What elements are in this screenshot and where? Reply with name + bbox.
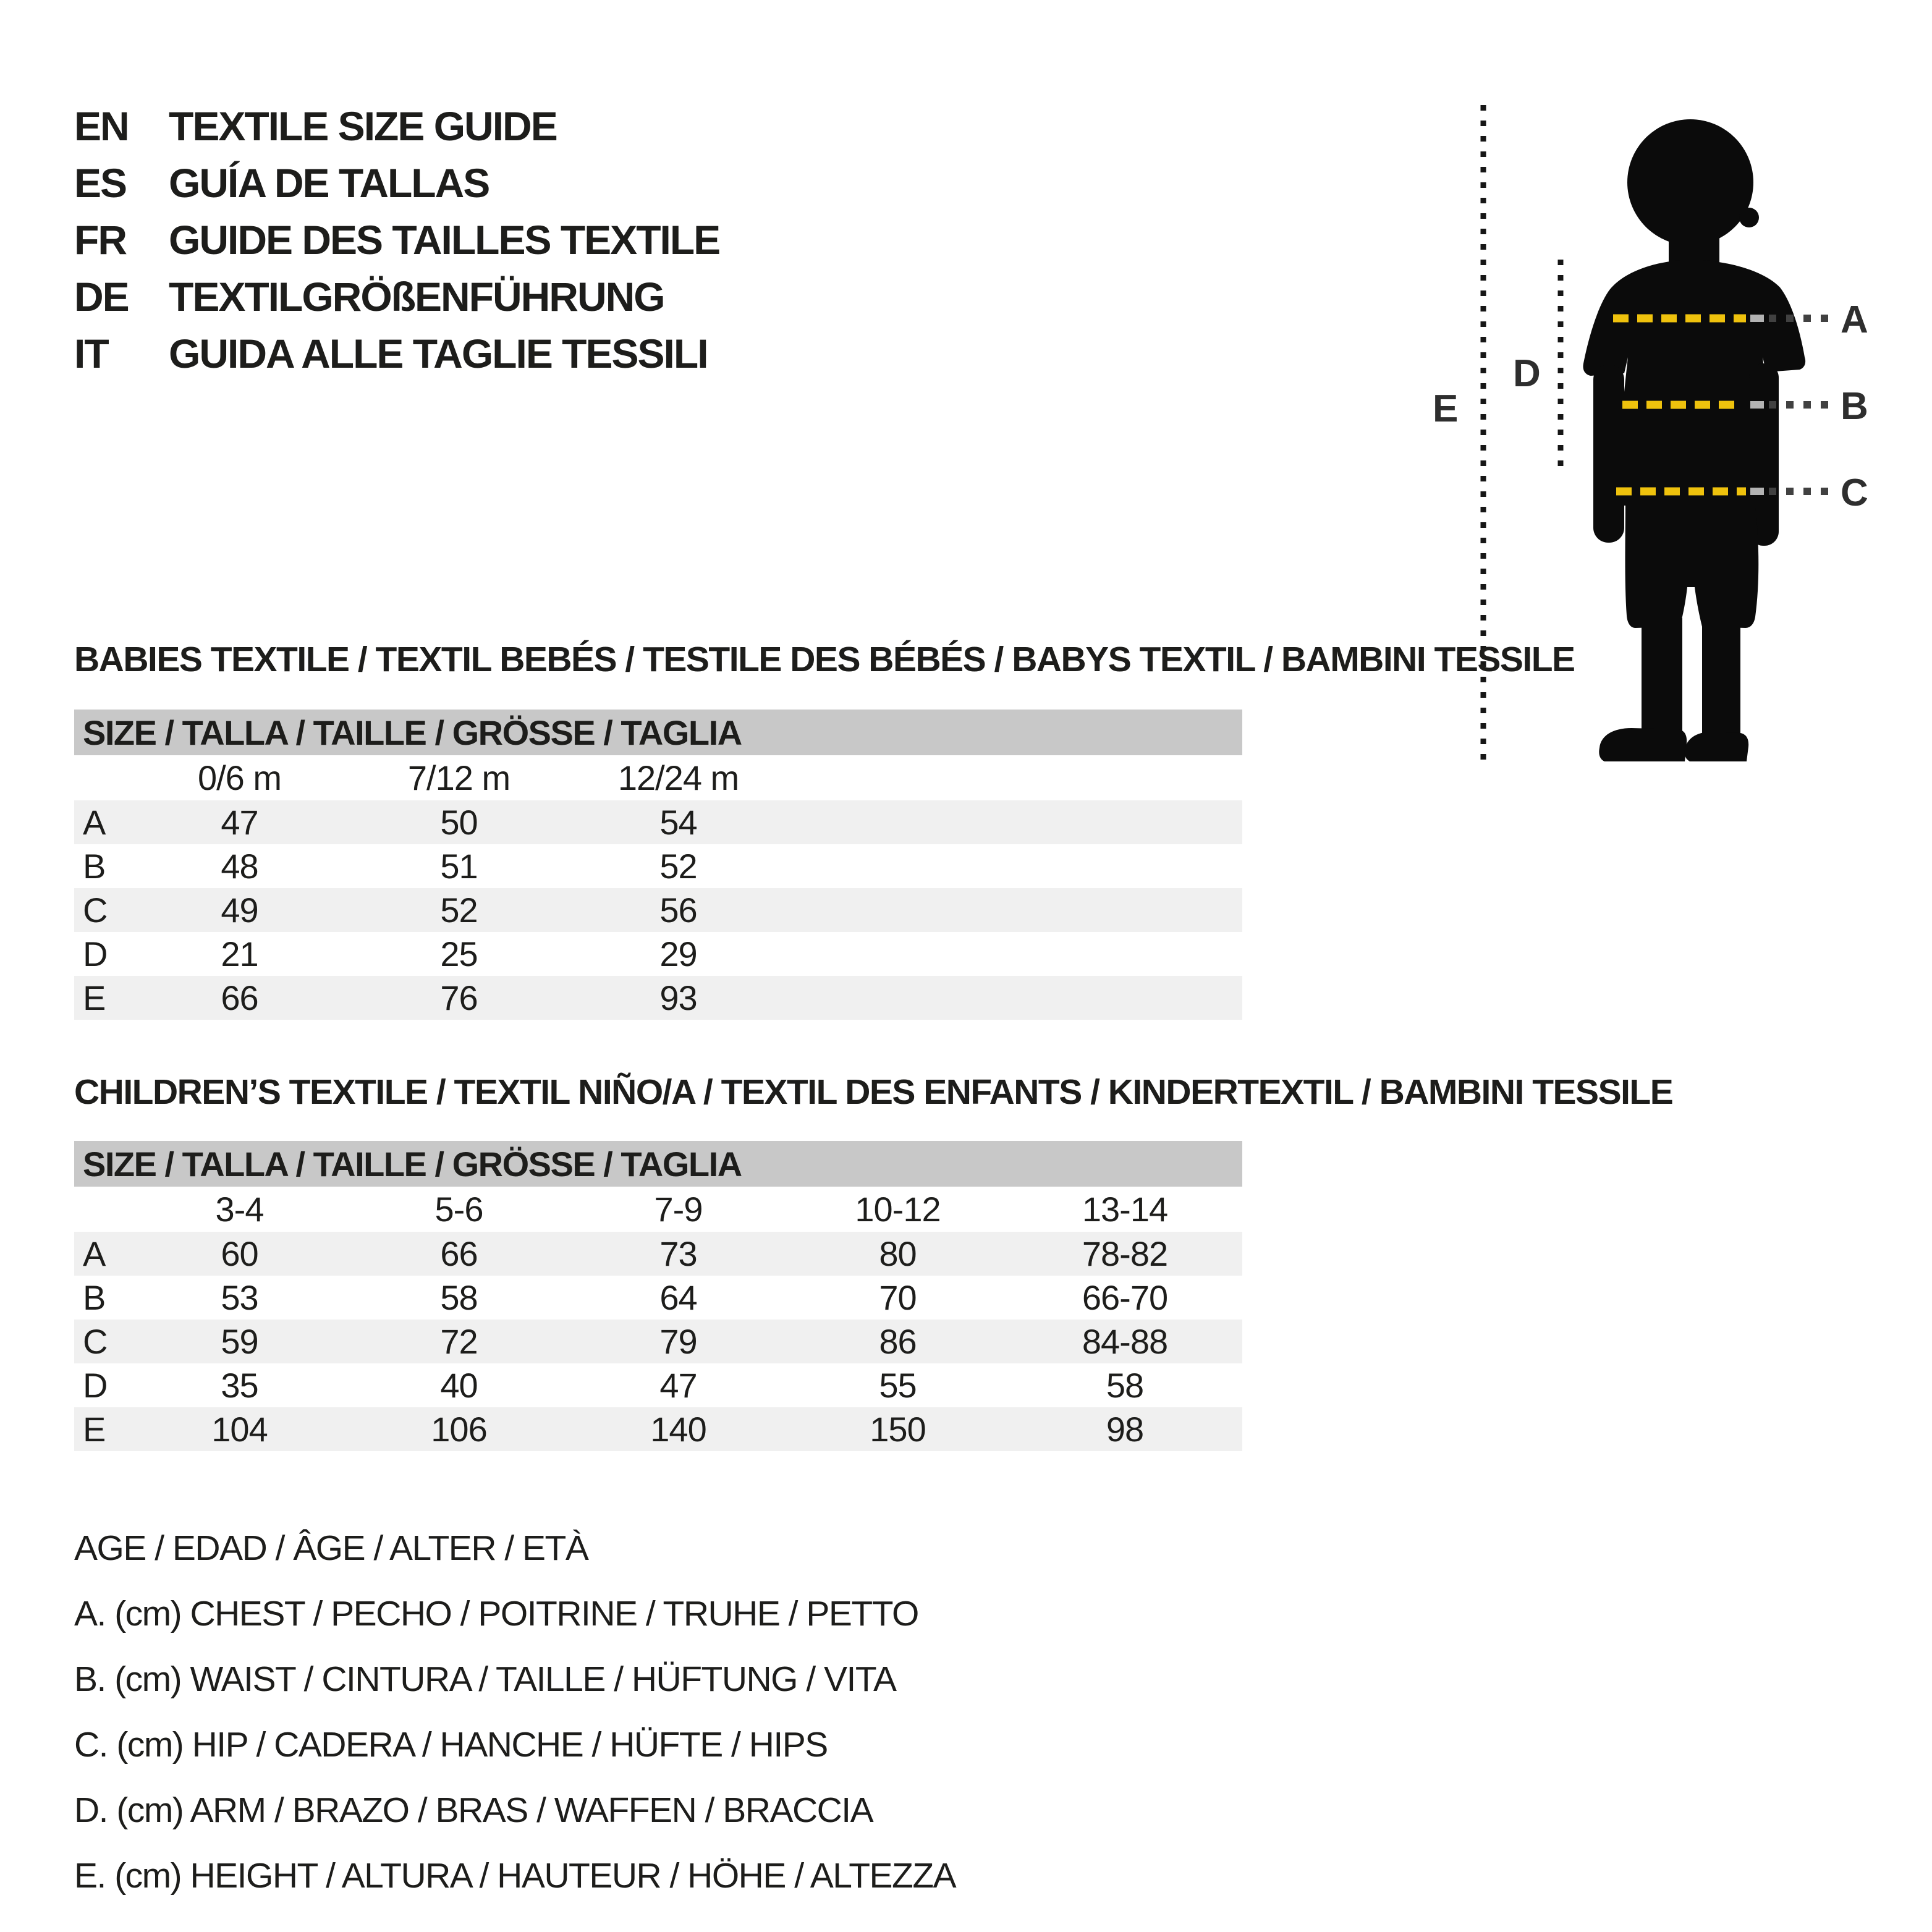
row-label: C (83, 1322, 108, 1361)
cell: 49 (221, 891, 258, 930)
guide-title-en: TEXTILE SIZE GUIDE (169, 103, 557, 149)
ear-shape (1739, 208, 1759, 227)
cell: 35 (221, 1366, 258, 1405)
cell: 50 (440, 803, 478, 842)
cell: 21 (221, 934, 258, 973)
cell: 58 (440, 1278, 478, 1317)
cell: 86 (879, 1322, 917, 1361)
header-row-fr (74, 211, 719, 268)
cell: 140 (650, 1410, 706, 1449)
figure-label-b: B (1841, 385, 1868, 428)
cell: 52 (659, 847, 697, 886)
header-row-en (74, 98, 719, 155)
cell: 66-70 (1082, 1278, 1168, 1317)
children-size-header: SIZE / TALLA / TAILLE / GRÖSSE / TAGLIA (74, 1141, 1242, 1187)
guide-title-de: TEXTILGRÖßENFÜHRUNG (169, 274, 664, 320)
right-shoe-shape (1685, 732, 1748, 761)
children-col-7-9: 7-9 (654, 1190, 703, 1229)
cell: 48 (221, 847, 258, 886)
figure-label-c: C (1841, 472, 1868, 514)
table-row (74, 800, 1242, 844)
cell: 47 (221, 803, 258, 842)
cell: 58 (1106, 1366, 1144, 1405)
guide-title-es: GUÍA DE TALLAS (169, 160, 489, 206)
left-arm-shape (1593, 365, 1624, 543)
lang-code-de: DE (74, 274, 129, 320)
cell: 150 (870, 1410, 926, 1449)
cell: 93 (659, 978, 697, 1017)
cell: 40 (440, 1366, 478, 1405)
measurement-legend (74, 1515, 955, 1909)
header-row-it (74, 325, 719, 382)
cell: 56 (659, 891, 697, 930)
cell: 47 (659, 1366, 697, 1405)
table-row (74, 1320, 1242, 1363)
children-col-5-6: 5-6 (434, 1190, 483, 1229)
cell: 80 (879, 1234, 917, 1273)
cell: 79 (659, 1322, 697, 1361)
babies-col-12-24m: 12/24 m (617, 758, 739, 797)
figure-label-e: E (1433, 388, 1459, 430)
figure-label-a: A (1841, 299, 1868, 341)
cell: 76 (440, 978, 478, 1017)
table-row (74, 932, 1242, 976)
row-label: A (83, 803, 106, 842)
babies-size-table (74, 710, 1242, 1020)
cell: 84-88 (1082, 1322, 1168, 1361)
legend-hip: C. (cm) HIP / CADERA / HANCHE / HÜFTE / HIPS (74, 1725, 828, 1765)
row-label: D (83, 1366, 108, 1405)
babies-col-0-6m: 0/6 m (197, 758, 282, 797)
table-row (74, 888, 1242, 932)
babies-col-7-12m: 7/12 m (407, 758, 511, 797)
guide-title-fr: GUIDE DES TAILLES TEXTILE (169, 217, 720, 263)
cell: 104 (211, 1410, 268, 1449)
row-label: E (83, 978, 106, 1017)
babies-table-header-band (74, 710, 1242, 755)
babies-section-title: BABIES TEXTILE / TEXTIL BEBÉS / TESTILE DES BÉBÉS / BABYS TEXTIL / BAMBINI TESSILE (74, 640, 1575, 679)
guide-title-it: GUIDA ALLE TAGLIE TESSILI (169, 331, 708, 376)
legend-height: E. (cm) HEIGHT / ALTURA / HAUTEUR / HÖHE / ALTEZZA (74, 1856, 956, 1896)
children-col-10-12: 10-12 (855, 1190, 941, 1229)
children-section-title: CHILDREN’S TEXTILE / TEXTIL NIÑO/A / TEXTIL DES ENFANTS / KINDERTEXTIL / BAMBINI TESSILE (74, 1072, 1673, 1112)
lang-code-it: IT (74, 331, 108, 376)
cell: 51 (440, 847, 478, 886)
left-shoe-shape (1599, 728, 1687, 761)
cell: 54 (659, 803, 697, 842)
header-row-de (74, 268, 719, 325)
row-label: E (83, 1410, 106, 1449)
lang-code-en: EN (74, 103, 129, 149)
figure-label-d: D (1513, 352, 1541, 395)
shorts-shape (1625, 506, 1759, 628)
header-row-es (74, 155, 719, 211)
left-leg-shape (1642, 618, 1682, 739)
table-row (74, 1363, 1242, 1407)
legend-chest: A. (cm) CHEST / PECHO / POITRINE / TRUHE / PETTO (74, 1594, 918, 1633)
cell: 53 (221, 1278, 258, 1317)
cell: 66 (221, 978, 258, 1017)
child-silhouette-icon (1583, 119, 1806, 761)
babies-size-header: SIZE / TALLA / TAILLE / GRÖSSE / TAGLIA (74, 710, 1242, 755)
table-row (74, 844, 1242, 888)
cell: 106 (431, 1410, 487, 1449)
cell: 78-82 (1082, 1234, 1168, 1273)
cell: 64 (659, 1278, 697, 1317)
children-column-header-row (74, 1187, 1242, 1232)
children-col-3-4: 3-4 (215, 1190, 264, 1229)
cell: 52 (440, 891, 478, 930)
table-row (74, 1276, 1242, 1320)
legend-arm: D. (cm) ARM / BRAZO / BRAS / WAFFEN / BRACCIA (74, 1790, 873, 1830)
cell: 70 (879, 1278, 917, 1317)
table-row (74, 1232, 1242, 1276)
cell: 60 (221, 1234, 258, 1273)
row-label: B (83, 1278, 106, 1317)
lang-code-es: ES (74, 160, 127, 206)
cell: 73 (659, 1234, 697, 1273)
cell: 72 (440, 1322, 478, 1361)
table-row (74, 1407, 1242, 1451)
row-label: B (83, 847, 106, 886)
legend-waist: B. (cm) WAIST / CINTURA / TAILLE / HÜFTUNG / VITA (74, 1659, 896, 1699)
children-size-table (74, 1141, 1242, 1451)
language-header-block (74, 98, 719, 382)
cell: 59 (221, 1322, 258, 1361)
row-label: C (83, 891, 108, 930)
table-row (74, 976, 1242, 1020)
lang-code-fr: FR (74, 217, 126, 263)
children-table-header-band (74, 1141, 1242, 1187)
cell: 25 (440, 934, 478, 973)
legend-age: AGE / EDAD / ÂGE / ALTER / ETÀ (74, 1528, 588, 1568)
babies-column-header-row (74, 755, 1242, 800)
cell: 29 (659, 934, 697, 973)
cell: 98 (1106, 1410, 1144, 1449)
right-leg-shape (1702, 618, 1740, 739)
row-label: D (83, 934, 108, 973)
cell: 66 (440, 1234, 478, 1273)
cell: 55 (879, 1366, 917, 1405)
children-col-13-14: 13-14 (1082, 1190, 1168, 1229)
row-label: A (83, 1234, 106, 1273)
